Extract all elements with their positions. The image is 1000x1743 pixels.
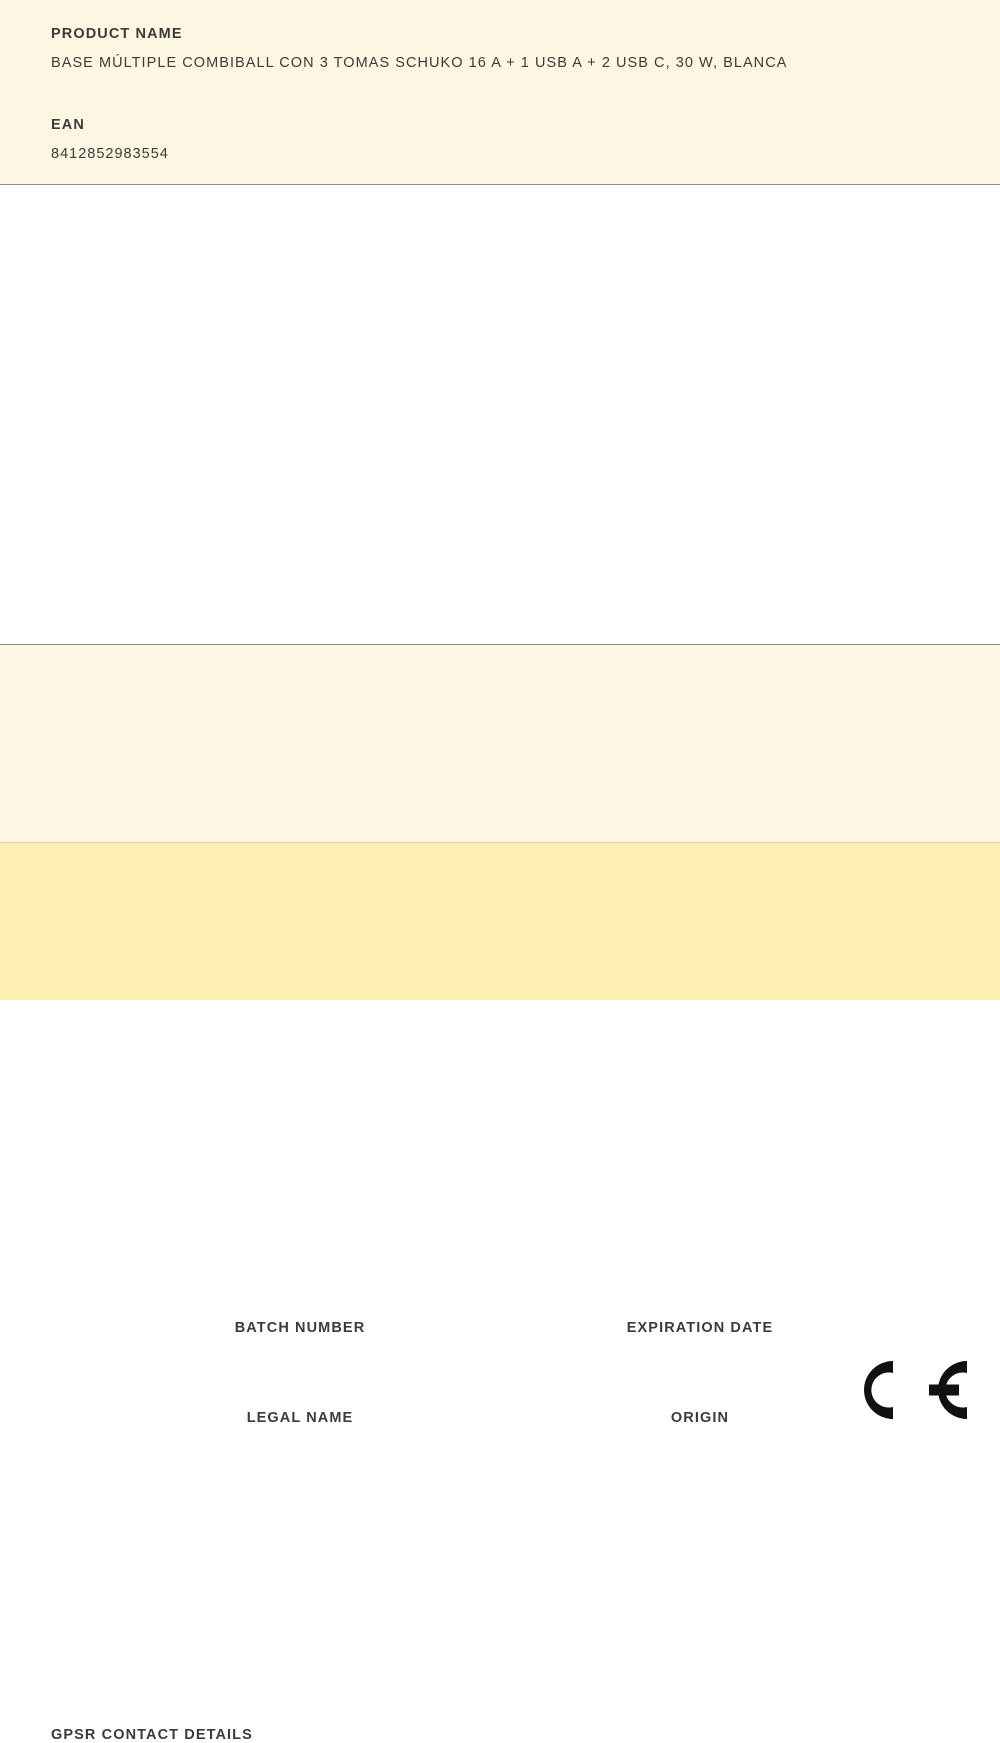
header-block <box>0 0 1000 185</box>
ce-mark-icon <box>855 1355 950 1425</box>
info-block <box>0 644 1000 1426</box>
gpsr-contact-details-label: GPSR CONTACT DETAILS <box>51 1727 253 1743</box>
expiration-date-label: EXPIRATION DATE <box>626 1320 774 1336</box>
origin-label: ORIGIN <box>670 1410 730 1426</box>
product-name-label: PRODUCT NAME <box>51 26 183 42</box>
product-name-value: BASE MÚLTIPLE COMBIBALL CON 3 TOMAS SCHUKO 16 A + 1 USB A + 2 USB C, 30 W, BLANCA <box>51 55 788 71</box>
product-image-area <box>0 186 1000 644</box>
ean-label: EAN <box>51 117 85 133</box>
legal-name-label: LEGAL NAME <box>246 1410 354 1426</box>
ean-value: 8412852983554 <box>51 146 169 162</box>
batch-number-label: BATCH NUMBER <box>234 1320 366 1336</box>
